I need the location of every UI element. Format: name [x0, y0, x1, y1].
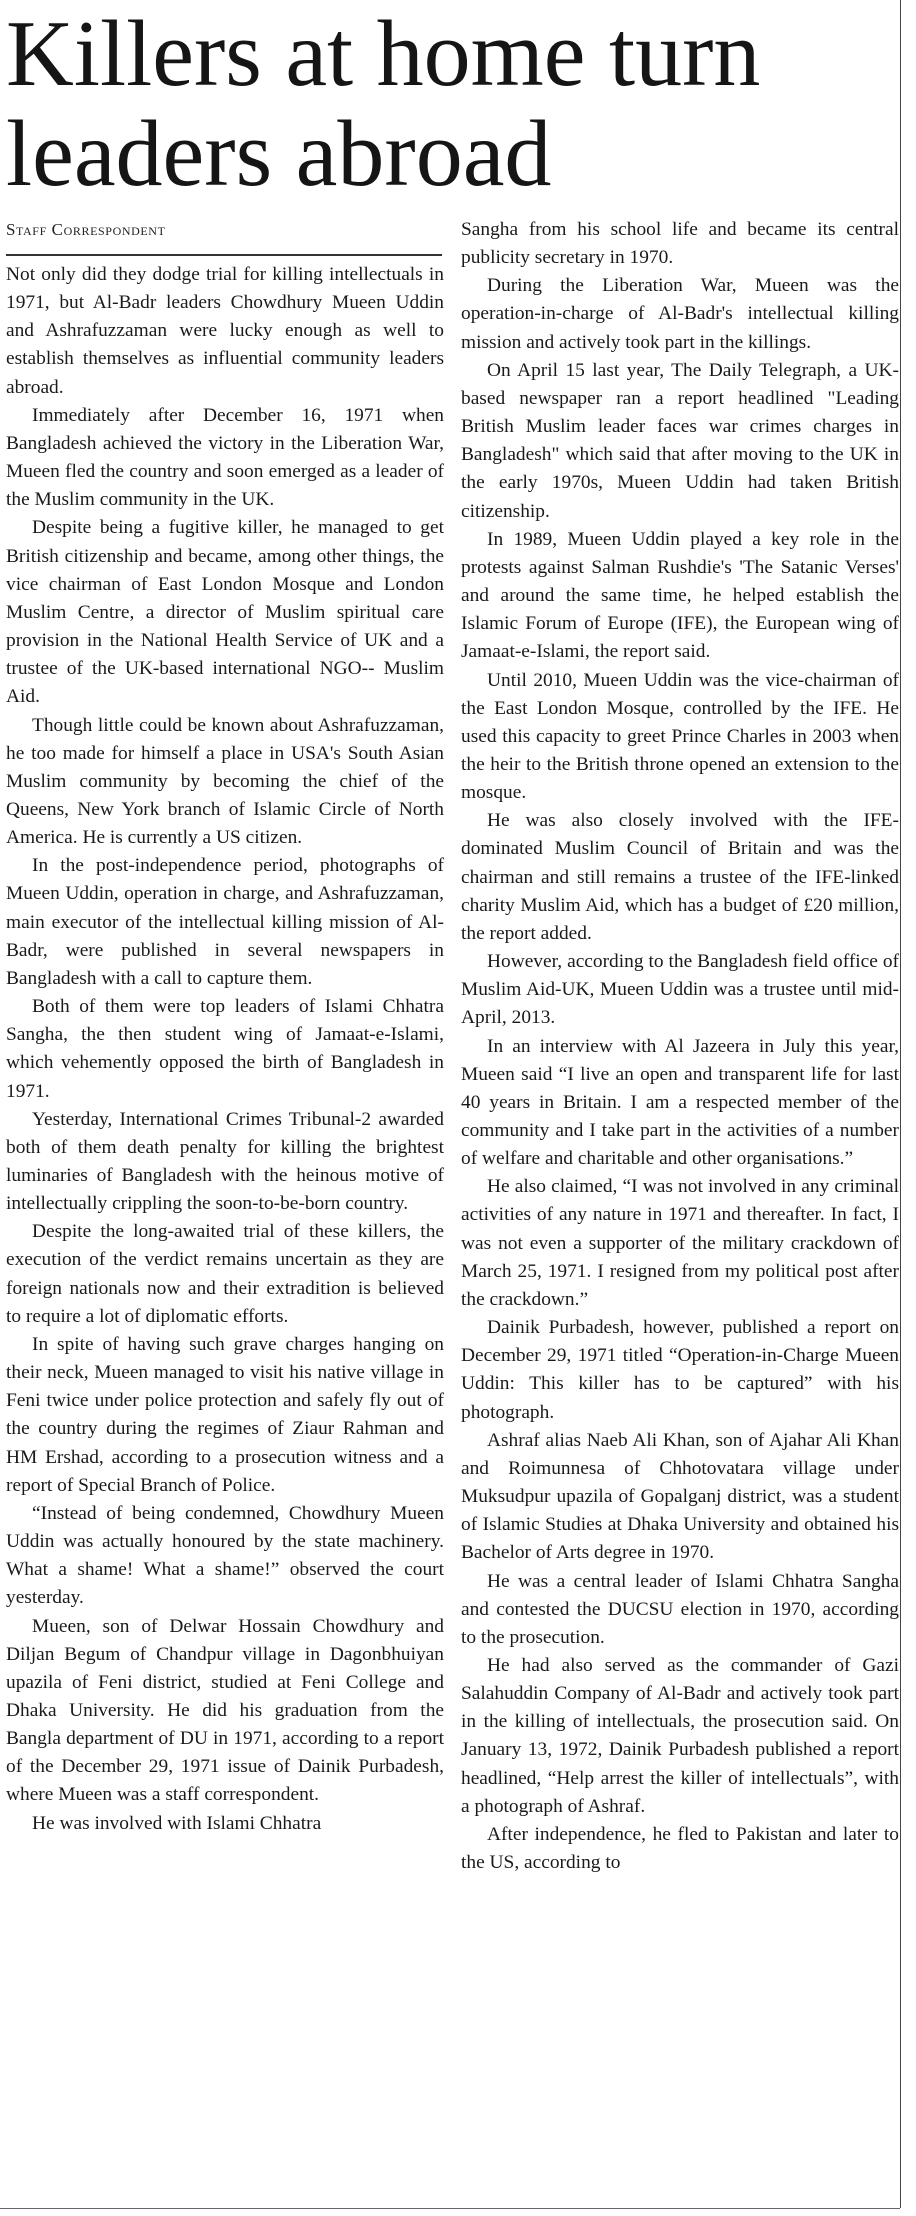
paragraph: He was a central leader of Islami Chhatra Sangha and contested the DUCSU election in 1970, according to the prosecution. [461, 1570, 899, 1648]
paragraph: In 1989, Mueen Uddin played a key role in the protests against Salman Rushdie's 'The Satanic Verses' and around the same time, he helped establish the Islamic Forum of Europe (IFE), the European wing of Jamaat-e-Islami, the report said. [461, 528, 899, 663]
paragraph: After independence, he fled to Pakistan and later to the US, according to [461, 1823, 899, 1874]
paragraph: Both of them were top leaders of Islami Chhatra Sangha, the then student wing of Jamaat-e-Islami, which vehemently opposed the birth of Bangladesh in 1971. [6, 996, 444, 1102]
paragraph: In spite of having such grave charges hanging on their neck, Mueen managed to visit his native village in Feni twice under police protection and safely fly out of the country during the regimes of Ziaur Rahman and HM Ershad, according to a prosecution witness and a report of Special Branch of Police. [6, 1333, 444, 1496]
paragraph: He had also served as the commander of Gazi Salahuddin Company of Al-Badr and actively took part in the killing of intellectuals, the prosecution said. On January 13, 1972, Dainik Purbadesh published a report headlined, “Help arrest the killer of intellectuals”, with a photograph of Ashraf. [461, 1654, 899, 1817]
paragraph: Despite the long-awaited trial of these killers, the execution of the verdict remains uncertain as they are foreign nationals now and their extradition is believed to require a lot of diplomatic efforts. [6, 1221, 444, 1327]
paragraph: In the post-independence period, photographs of Mueen Uddin, operation in charge, and Ashrafuzzaman, main executor of the intellectual killing mission of Al-Badr, were published in several newspapers in Bangladesh with a call to capture them. [6, 855, 444, 989]
column-border-right [900, 0, 901, 2208]
paragraph: “Instead of being condemned, Chowdhury Mueen Uddin was actually honoured by the state machinery. What a shame! What a shame!” observed the court yesterday. [6, 1502, 444, 1609]
paragraph: Immediately after December 16, 1971 when Bangladesh achieved the victory in the Liberation War, Mueen fled the country and soon emerged as a leader of the Muslim community in the UK. [6, 404, 444, 511]
byline-divider [6, 254, 442, 256]
page-border-bottom [0, 2208, 900, 2209]
headline: Killers at home turn leaders abroad [6, 2, 761, 206]
paragraph: He was involved with Islami Chhatra [32, 1812, 322, 1834]
article-column-right [461, 216, 899, 1877]
paragraph: Mueen, son of Delwar Hossain Chowdhury and Diljan Begum of Chandpur village in Dagonbhuiyan upazila of Feni district, studied at Feni College and Dhaka University. He did his graduation from the Bangla department of DU in 1971, according to a report of the December 29, 1971 issue of Dainik Purbadesh, where Mueen was a staff correspondent. [6, 1615, 444, 1806]
paragraph: Sangha from his school life and became its central publicity secretary in 1970. [461, 219, 899, 269]
paragraph: He was also closely involved with the IFE-dominated Muslim Council of Britain and was the chairman and still remains a trustee of the IFE-linked charity Muslim Aid, which has a budget of £20 million, the report added. [461, 810, 899, 944]
paragraph: Though little could be known about Ashrafuzzaman, he too made for himself a place in USA's South Asian Muslim community by becoming the chief of the Queens, New York branch of Islamic Circle of North America. He is currently a US citizen. [6, 714, 444, 849]
paragraph: In an interview with Al Jazeera in July this year, Mueen said “I live an open and transparent life for last 40 years in Britain. I am a respected member of the community and I take part in the activities of a number of welfare and charitable and other organisations.” [461, 1035, 899, 1170]
paragraph: He also claimed, “I was not involved in any criminal activities of any nature in 1971 and thereafter. In fact, I was not even a supporter of the military crackdown of March 25, 1971. I resigned from my political post after the crackdown.” [461, 1176, 899, 1310]
paragraph: Until 2010, Mueen Uddin was the vice-chairman of the East London Mosque, controlled by the IFE. He used this capacity to greet Prince Charles in 2003 when the heir to the British throne opened an extension to the mosque. [461, 669, 899, 804]
article-column-left [6, 261, 444, 1838]
paragraph: During the Liberation War, Mueen was the operation-in-charge of Al-Badr's intellectual killing mission and actively took part in the killings. [461, 275, 899, 353]
paragraph: Despite being a fugitive killer, he managed to get British citizenship and became, among other things, the vice chairman of East London Mosque and London Muslim Centre, a director of Muslim spiritual care provision in the National Health Service of UK and a trustee of the UK-based international NGO-- Muslim Aid. [6, 517, 444, 708]
byline: Staff Correspondent [6, 220, 166, 239]
paragraph: Yesterday, International Crimes Tribunal-2 awarded both of them death penalty for killing the brightest luminaries of Bangladesh with the heinous motive of intellectually crippling the soon-to-be-born country. [6, 1108, 444, 1215]
paragraph: Not only did they dodge trial for killing intellectuals in 1971, but Al-Badr leaders Chowdhury Mueen Uddin and Ashrafuzzaman were lucky enough as well to establish themselves as influential community leaders abroad. [6, 264, 444, 398]
paragraph: Dainik Purbadesh, however, published a report on December 29, 1971 titled “Operation-in-Charge Mueen Uddin: This killer has to be captured” with his photograph. [461, 1317, 899, 1423]
paragraph: Ashraf alias Naeb Ali Khan, son of Ajahar Ali Khan and Roimunnesa of Chhotovatara village under Muksudpur upazila of Gopalganj district, was a student of Islamic Studies at Dhaka University and obtained his Bachelor of Arts degree in 1970. [461, 1429, 899, 1564]
paragraph: However, according to the Bangladesh field office of Muslim Aid-UK, Mueen Uddin was a trustee until mid-April, 2013. [461, 951, 899, 1029]
paragraph: On April 15 last year, The Daily Telegraph, a UK-based newspaper ran a report headlined "Leading British Muslim leader faces war crimes charges in Bangladesh" which said that after moving to the UK in the early 1970s, Mueen Uddin had taken British citizenship. [461, 359, 899, 522]
